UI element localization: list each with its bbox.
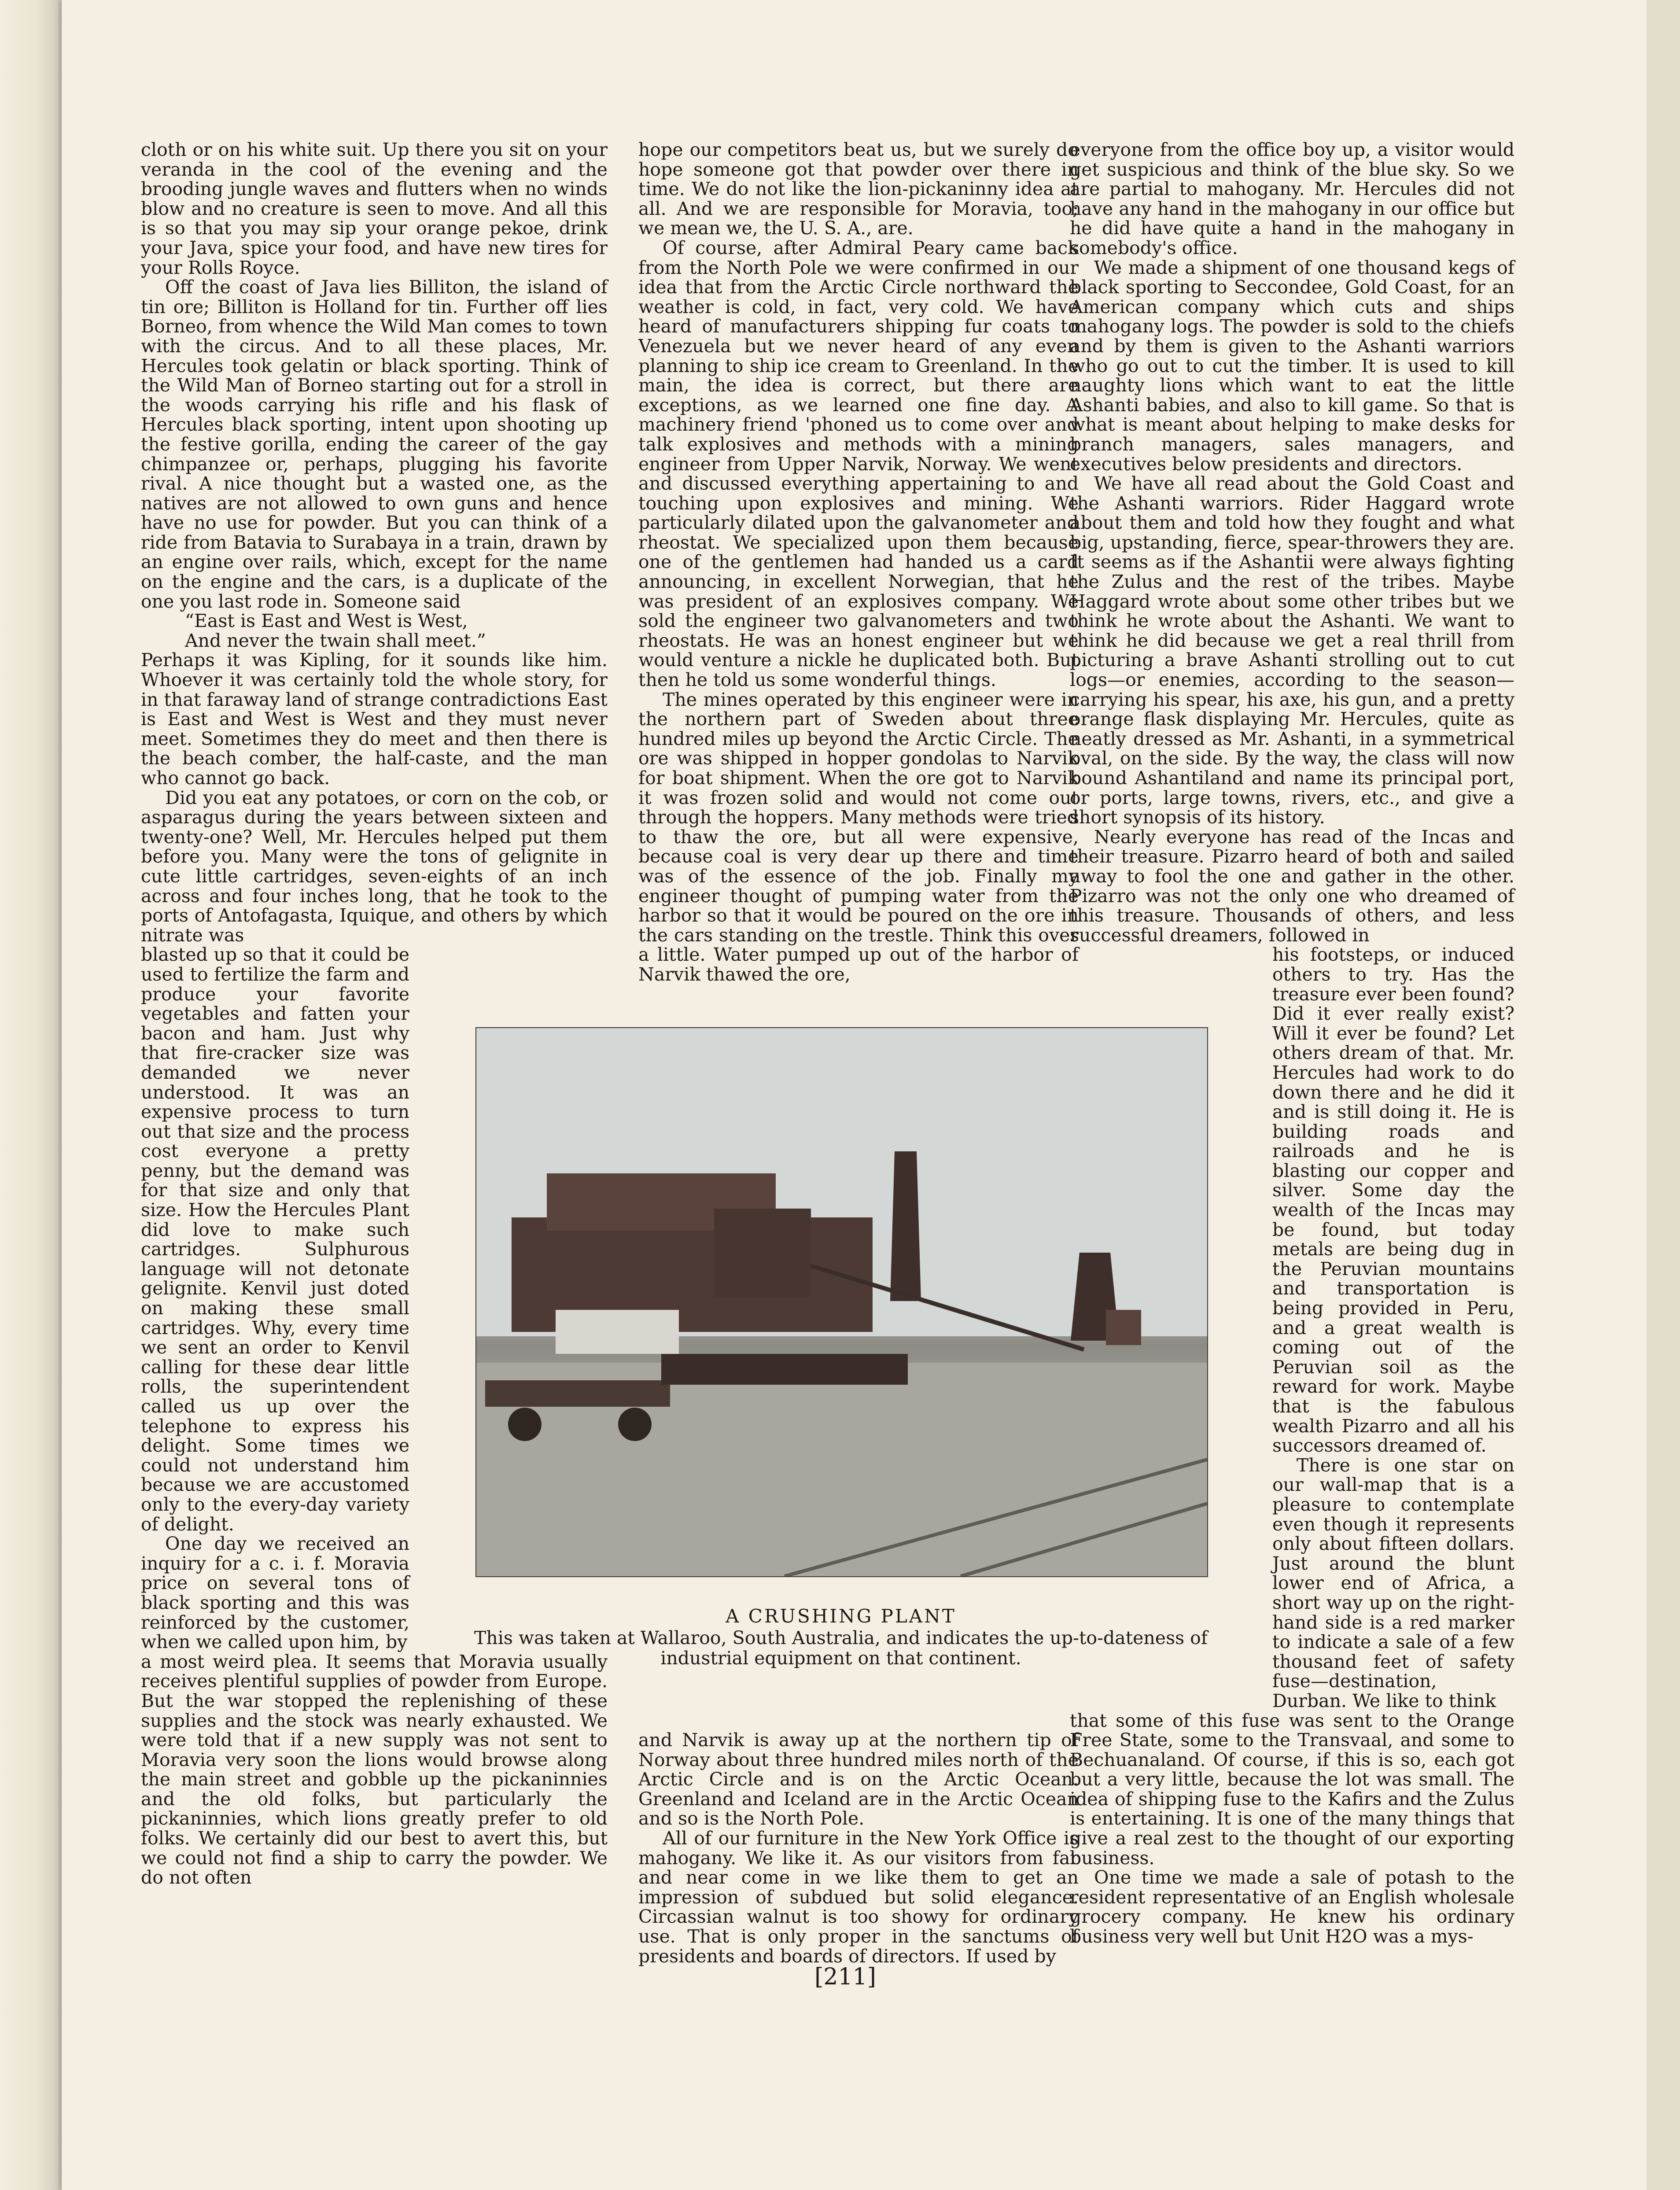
column-2 (638, 140, 1079, 984)
paragraph: Off the coast of Java lies Billiton, the island of tin ore; Billiton is Holland for tin. Further off lies Borneo, from whence the Wild Man comes to town with the circus. And to all these places, Mr. Hercules took gelatin or black sporting. Think of the Wild Man of Borneo starting out for a stroll in the woods carrying his rifle and his flask of Hercules black sporting, intent upon shooting up the festive gorilla, ending the career of the gay chimpanzee or, perhaps, plugging his favorite rival. A nice thought but a wasted one, as the natives are not allowed to own guns and hence have no use for powder. But you can think of a ride from Batavia to Surabaya in a train, drawn by an engine over rails, which, except for the name on the engine and the cars, is a duplicate of the one you last rode in. Someone said (141, 277, 608, 612)
crushing-plant-photo (475, 1027, 1208, 1577)
paragraph: We have all read about the Gold Coast and the Ashanti warriors. Rider Haggard wrote about them and told how they fought and what big, upstanding, fierce, spear-throwers they are. It seems as if the Ashantii were always fighting the Zulus and the rest of the tribes. Maybe Haggard wrote about some other tribes but we think he wrote about the Ashanti. We want to think he did because we get a real thrill from picturing a brave Ashanti strolling out to cut logs—or enemies, according to the season—carrying his spear, his axe, his gun, and a pretty orange flask displaying Mr. Hercules, quite as neatly dressed as Mr. Ashanti, in a symmetrical oval, on the side. By the way, the class will now bound Ashantiland and name its principal port, or ports, large towns, rivers, etc., and give a short synopsis of its history. (1070, 473, 1514, 828)
figure-caption-text: This was taken at Wallaroo, South Australia, and indicates the up-to-dateness of industrial equipment on that continent. (474, 1627, 1208, 1669)
paragraph: everyone from the office boy up, a visitor would get suspicious and think of the blue sky. So we are partial to mahogany. Mr. Hercules did not have any hand in the mahogany in our office but he did have quite a hand in the mahogany in somebody's office. (1070, 139, 1514, 258)
paragraph: that some of this fuse was sent to the Orange Free State, some to the Transvaal, and some to Bechuanaland. Of course, if this is so, each got but a very little, because the lot was small. The idea of shipping fuse to the Kafirs and the Zulus is entertaining. It is one of the many things that give a real zest to the thought of our exporting business. (1070, 1710, 1514, 1869)
paragraph: There is one star on our wall-map that is a pleasure to contemplate even though it represents only about fifteen dollars. Just around the blunt lower end of Africa, a short way up on the right-hand side is a red marker to indicate a sale of a few thousand feet of safety fuse—destination, Durban. We like to think (1272, 1454, 1514, 1711)
paragraph: We made a shipment of one thousand kegs of black sporting to Seccondee, Gold Coast, for an American company which cuts and ships mahogany logs. The powder is sold to the chiefs and by them is given to the Ashanti warriors who go out to cut the timber. It is used to kill naughty lions which want to eat the little Ashanti babies, and also to kill game. So that is what is meant about helping to make desks for branch managers, sales managers, and executives below presidents and directors. (1070, 257, 1514, 475)
verse-line: And never the twain shall meet.” (185, 630, 486, 651)
paragraph: and Narvik is away up at the northern tip of Norway about three hundred miles north of the Arctic Circle and is on the Arctic Ocean. Greenland and Iceland are in the Arctic Ocean and so is the North Pole. (638, 1729, 1079, 1829)
paragraph: The mines operated by this engineer were in the northern part of Sweden about three hundred miles up beyond the Arctic Circle. The ore was shipped in hopper gondolas to Narvik for boat shipment. When the ore got to Narvik it was frozen solid and would not come out through the hoppers. Many methods were tried to thaw the ore, but all were expensive, because coal is very dear up there and time was of the essence of the job. Finally my engineer thought of pumping water from the harbor so that it would be poured on the ore in the cars standing on the trestle. Think this over a little. Water pumped up out of the harbor of Narvik thawed the ore, (638, 689, 1079, 985)
paragraph: Perhaps it was Kipling, for it sounds like him. Whoever it was certainly told the whole story, for in that faraway land of strange contradictions East is East and West is West and they must never meet. Sometimes they do meet and then there is the beach comber, the half-caste, and the man who cannot go back. (141, 649, 608, 789)
paragraph: a most weird plea. It seems that Moravia usually receives plentiful supplies of powder from Europe. But the war stopped the replenishing of these supplies and the stock was nearly exhausted. We were told that if a new supply was not sent to Moravia very soon the lions would browse along the main street and gobble up the pickaninnies and the old folks, but particularly the pickaninnies, which lions greatly prefer to old folks. We certainly did our best to avert this, but we could not find a ship to carry the powder. We do not often (141, 1651, 608, 1888)
paragraph: Of course, after Admiral Peary came back from the North Pole we were confirmed in our idea that from the Arctic Circle northward the weather is cold, in fact, very cold. We have heard of manufacturers shipping fur coats to Venezuela but we never heard of any even planning to ship ice cream to Greenland. In the main, the idea is correct, but there are exceptions, as we learned one fine day. A machinery friend 'phoned us to come over and talk explosives and methods with a mining engineer from Upper Narvik, Norway. We went and discussed everything appertaining to and touching upon explosives and mining. We particularly dilated upon the galvanometer and rheostat. We specialized upon them because one of the gentlemen had handed us a card announcing, in excellent Norwegian, that he was president of an explosives company. We sold the engineer two galvanometers and two rheostats. He was an honest engineer but we would venture a nickle he duplicated both. But then he told us some wonderful things. (638, 237, 1079, 691)
paragraph: cloth or on his white suit. Up there you sit on your veranda in the cool of the evening and the brooding jungle waves and flutters when no winds blow and no creature is seen to move. And all this is so that you may sip your orange pekoe, drink your Java, spice your food, and have new tires for your Rolls Royce. (141, 139, 608, 278)
figure-caption (458, 1605, 1224, 1668)
paragraph: Nearly everyone has read of the Incas and their treasure. Pizarro heard of both and sailed away to fool the one and gather in the other. Pizarro was not the only one who dreamed of this treasure. Thousands of others, and less successful dreamers, followed in (1070, 826, 1514, 946)
paragraph: One day we received an inquiry for a c. i. f. Moravia price on several tons of black sporting and this was reinforced by the customer, when we called upon him, by (141, 1533, 409, 1653)
paragraph: blasted up so that it could be used to fertilize the farm and produce your favorite vegetables and fatten your bacon and ham. Just why that fire-cracker size was demanded we never understood. It was an expensive process to turn out that size and the process cost everyone a pretty penny, but the demand was for that size and only that size. How the Hercules Plant did love to make such cartridges. Sulphurous language will not detonate gelignite. Kenvil just doted on making these small cartridges. Why, every time we sent an order to Kenvil calling for these dear little rolls, the superintendent called us up over the telephone to express his delight. Some times we could not understand him because we are accustomed only to the every-day variety of delight. (141, 944, 409, 1535)
paragraph: One time we made a sale of potash to the resident representative of an English wholesale grocery company. He knew his ordinary business very well but Unit H2O was a mys- (1070, 1867, 1514, 1947)
paragraph: hope our competitors beat us, but we surely do hope someone got that powder over there in time. We do not like the lion-pickaninny idea at all. And we are responsible for Moravia, too; we mean we, the U. S. A., are. (638, 139, 1079, 239)
paragraph: his footsteps, or induced others to try. Has the treasure ever been found? Did it ever really exist? Will it ever be found? Let others dream of that. Mr. Hercules had work to do down there and he did it and is still doing it. He is building roads and railroads and he is blasting our copper and silver. Some day the wealth of the Incas may be found, but today metals are being dug in the Peruvian mountains and transportation is being provided in Peru, and a great wealth is coming out of the Peruvian soil as the reward for work. Maybe that is the fabulous wealth Pizarro and all his successors dreamed of. (1272, 944, 1514, 1456)
binding-gutter (0, 0, 62, 2190)
paragraph: Did you eat any potatoes, or corn on the cob, or asparagus during the years between sixteen and twenty-one? Well, Mr. Hercules helped put them before you. Many were the tons of gelignite in cute little cartridges, seven-eights of an inch across and four inches long, that he took to the ports of Antofagasta, Iquique, and others by which nitrate was (141, 787, 608, 946)
verse-line: “East is East and West is West, (185, 610, 468, 632)
figure-title: A CRUSHING PLANT (726, 1605, 956, 1627)
page-number: [211] (814, 1964, 876, 1990)
page-edge (1647, 0, 1680, 2190)
column-2-lower (638, 1730, 1079, 1966)
paragraph: All of our furniture in the New York Office is mahogany. We like it. As our visitors from far and near come in we like them to get an impression of subdued but solid elegance. Circassian walnut is too showy for ordinary use. That is only proper in the sanctums of presidents and boards of directors. If used by (638, 1827, 1079, 1967)
